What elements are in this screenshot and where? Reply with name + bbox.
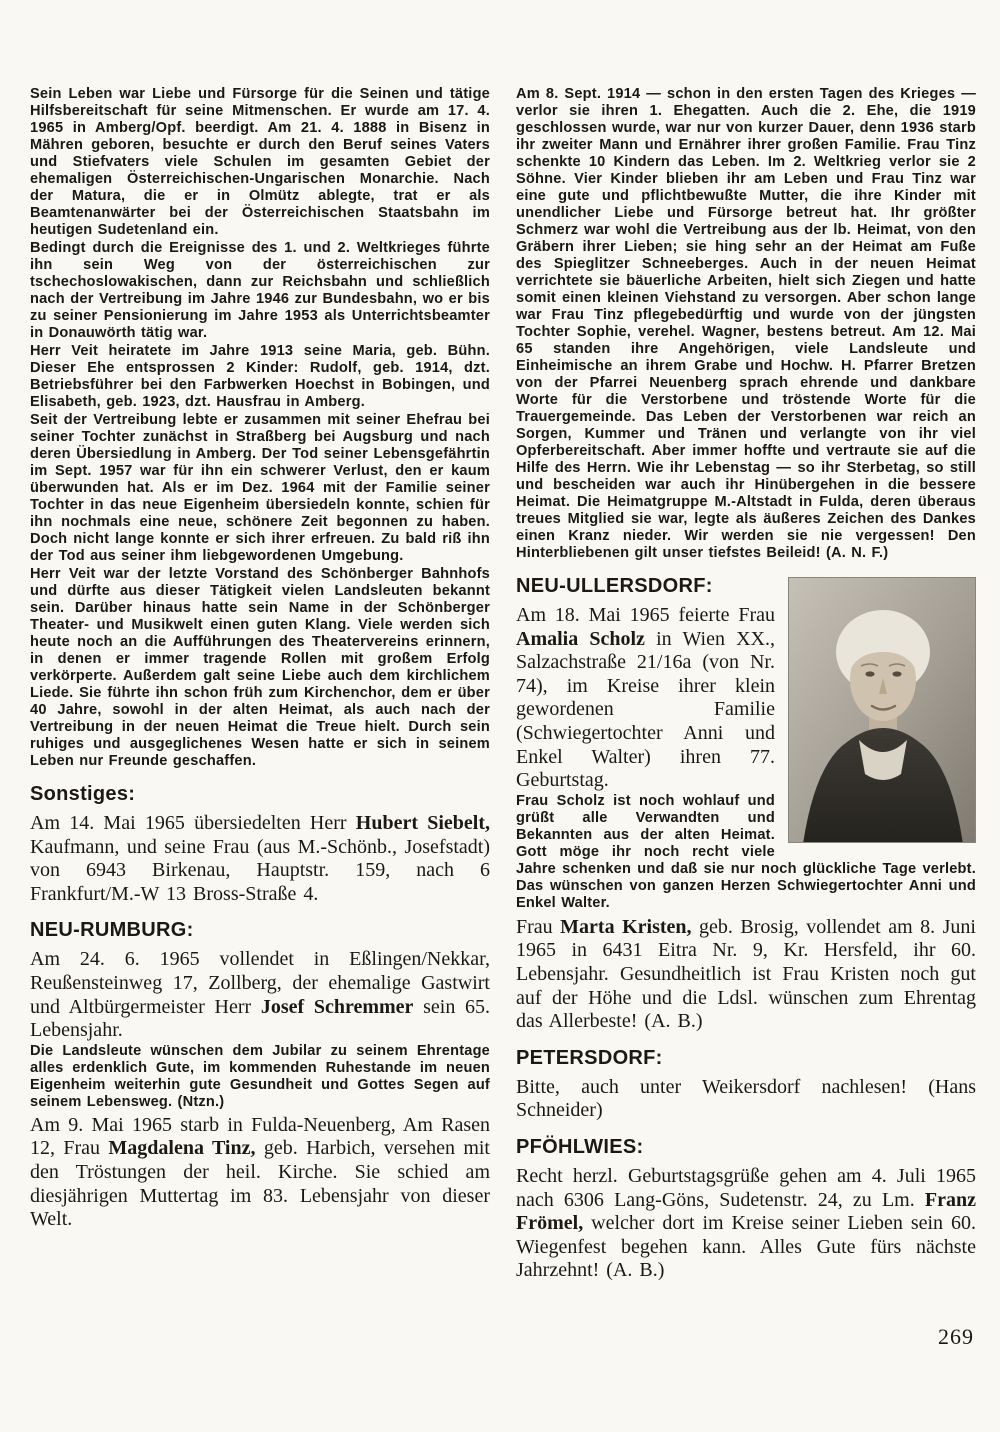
left-column bbox=[30, 86, 490, 1283]
obituary-veit-paragraph-3: Herr Veit heiratete im Jahre 1913 seine Maria, geb. Bühn. Dieser Ehe entsprossen 2 Kinder: Rudolf, geb. 1914, dzt. Betriebsführer bei den Farbwerken Hoechst in Bobingen, und Elisabeth, geb. 1923, dzt. Hausfrau in Amberg. bbox=[30, 343, 490, 410]
section-heading-sonstiges: Sonstiges: bbox=[30, 783, 136, 805]
portrait-photo-graphic bbox=[789, 578, 976, 843]
obituary-tinz-intro bbox=[30, 1114, 490, 1232]
notice-scholz-wishes: Frau Scholz ist noch wohlauf und grüßt alle Verwandten und Bekannten aus der alten Heimat. Gott möge ihr noch recht viele Jahre schenken und daß sie nur noch glückliche Tage verlebt. Das wünschen von ganzen Herzen Schwiegertochter Anni und Enkel Walter. bbox=[516, 792, 976, 911]
text-run: Kaufmann, und seine Frau (aus M.-Schönb., Josefstadt) von 6943 Birkenau, Hauptstr. 159, nach 6 Frankfurt/M.-W 13 Bross-Straße 4. bbox=[30, 835, 490, 905]
text-run: Am 18. Mai 1965 feierte Frau bbox=[516, 604, 775, 626]
page-number: 269 bbox=[938, 1324, 974, 1349]
text-run: welcher dort im Kreise seiner Lieben sein 60. Wiegenfest begehen kann. Alles Gute fürs nächste Jahrzehnt! (A. B.) bbox=[516, 1212, 976, 1282]
notice-schremmer-wishes: Die Landsleute wünschen dem Jubilar zu seinem Ehrentage alles erdenklich Gute, im kommenden Ruhestande im neuen Eigenheim weiterhin gute Gesundheit und Gottes Segen auf seinem Lebensweg. (Ntzn.) bbox=[30, 1042, 490, 1110]
bold-name: Hubert Siebelt, bbox=[355, 812, 490, 834]
text-run: geb. Brosig, vollendet am 8. Juni 1965 in 6431 Eitra Nr. 9, Kr. Hersfeld, ihr 60. Lebensjahr. Gesundheitlich ist Frau Kristen noch gut auf der Höhe und die Ldsl. wünschen zum Ehrentag das Allerbeste! (A. B.) bbox=[516, 915, 976, 1033]
obituary-veit-paragraph-2: Bedingt durch die Ereignisse des 1. und 2. Weltkrieges führte ihn sein Weg von der österreichischen zur tschechoslowakischen, dann zur Reichsbahn und schließlich nach der Vertreibung im Jahre 1946 zur Bundesbahn, wo er bis zu seiner Pensionierung im Jahre 1953 als Unterrichtsbeamter in Donauwörth tätig war. bbox=[30, 240, 490, 341]
section-heading-neu-ullersdorf: NEU-ULLERSDORF: bbox=[516, 575, 713, 597]
notice-schremmer bbox=[30, 948, 490, 1042]
bold-name: Magdalena Tinz, bbox=[108, 1137, 256, 1160]
obituary-veit-paragraph-4: Seit der Vertreibung lebte er zusammen mit seiner Ehefrau bei seiner Tochter zunächst in Straßberg bei Augsburg und nach deren Übersiedlung in Amberg. Der Tod seiner Lebensgefährtin im Sept. 1957 war für ihn ein schwerer Verlust, den er kaum überwunden hat. Als er im Dez. 1964 mit der Familie seiner Tochter in das neue Eigenheim übersiedeln konnte, schien für ihn nochmals eine neue, schönere Zeit begonnen zu haben. Doch nicht lange konnte er sich ihrer erfreuen. Zu bald riß ihn der Tod aus seiner ihm liebgewordenen Umgebung. bbox=[30, 412, 490, 564]
bold-name: Josef Schremmer bbox=[260, 995, 414, 1018]
obituary-veit-paragraph-1: Sein Leben war Liebe und Fürsorge für die Seinen und tätige Hilfsbereitschaft für seine Mitmenschen. Er wurde am 17. 4. 1965 in Amberg/Opf. beerdigt. Am 21. 4. 1888 in Bisenz in Mähren geboren, besuchte er durch den Beruf seines Vaters und Stiefvaters viele Schulen im gesamten Gebiet der ehemaligen Österreichischen-Ungarischen Monarchie. Nach der Matura, die er in Olmütz ablegte, trat er als Beamtenanwärter bei der Österreichischen Staatsbahn im heutigen Sudetenland ein. bbox=[30, 86, 490, 238]
text-run: Recht herzl. Geburtstagsgrüße gehen am 4. Juli 1965 nach 6306 Lang-Göns, Sudetenstr. 24, zu Lm. bbox=[516, 1164, 976, 1211]
section-heading-petersdorf: PETERSDORF: bbox=[516, 1046, 663, 1069]
notice-petersdorf: Bitte, auch unter Weikersdorf nachlesen! (Hans Schneider) bbox=[516, 1075, 976, 1122]
text-run: Am 9. Mai 1965 starb in Fulda-Neuenberg, Am Rasen 12, Frau bbox=[30, 1113, 490, 1160]
section-heading-neu-rumburg: NEU-RUMBURG: bbox=[30, 919, 194, 942]
notice-froemel bbox=[516, 1165, 976, 1283]
text-run: sein 65. Lebensjahr. bbox=[30, 995, 490, 1042]
obituary-tinz-continued: Am 8. Sept. 1914 — schon in den ersten Tagen des Krieges — verlor sie ihren 1. Ehegatten. Auch die 2. Ehe, die 1919 geschlossen wurde, war nur von kurzer Dauer, denn 1936 starb ihr zweiter Mann und Ernährer ihrer großen Familie. Frau Tinz schenkte 10 Kindern das Leben. Im 2. Weltkrieg verlor sie 2 Söhne. Vier Kinder blieben ihr am Leben und Frau Tinz war eine gute und pflichtbewußte Mutter, die ihre Kinder mit unendlicher Liebe und Fürsorge betreut hat. Ihr größter Schmerz war wohl die Vertreibung aus der lb. Heimat, von den Gräbern ihrer Lieben; sie hing sehr an der Heimat am Fuße des Spieglitzer Schneeberges. Auch in der neuen Heimat verrichtete sie bäuerliche Arbeiten, hielt sich Ziegen und hatte somit einen kleinen Viehstand zu versorgen. Aber schon lange war Frau Tinz pflegebedürftig und wurde von der jüngsten Tochter Sophie, verehel. Wagner, bestens betreut. Am 12. Mai 65 standen ihre Angehörigen, viele Landsleute und Einheimische an ihrem Grabe und Hochw. H. Pfarrer Bretzen von der Pfarrei Neuenberg sprach ehrende und dankbare Worte für die Verstorbene und tröstende Worte für die Trauergemeinde. Das Leben der Verstorbenen war reich an Sorgen, Kummer und Tränen und verlangte von ihr viel Opferbereitschaft. Aber immer hoffte und vertraute sie auf die Hilfe des Herrn. Wie ihr Lebenstag — so ihr Sterbetag, so still und bescheiden war auch ihr Hinübergehen in die bessere Heimat. Die Heimatgruppe M.-Altstadt in Fulda, deren überaus treues Mitglied sie war, legte als äußeres Zeichen des Dankes einen Kranz nieder. Wir werden sie nie vergessen! Den Hinterbliebenen gilt unser tiefstes Beileid! (A. N. F.) bbox=[516, 86, 976, 561]
text-run: Am 24. 6. 1965 vollendet in Eßlingen/Nekkar, Reußensteinweg 17, Zollberg, der ehemalige Gastwirt und Altbürgermeister Herr bbox=[30, 948, 490, 1018]
section-neu-ullersdorf bbox=[516, 575, 976, 913]
right-column bbox=[516, 86, 976, 1283]
section-heading-pfoehlwies: PFÖHLWIES: bbox=[516, 1135, 644, 1158]
bold-name: Marta Kristen, bbox=[560, 915, 692, 938]
notice-kristen bbox=[516, 916, 976, 1034]
text-run: geb. Harbich, versehen mit den Tröstungen der heil. Kirche. Sie schied am diesjährigen Muttertag im 83. Lebensjahr von dieser Welt. bbox=[30, 1137, 490, 1231]
bold-name: Franz Frömel, bbox=[516, 1188, 976, 1235]
two-column-layout bbox=[30, 86, 976, 1283]
portrait-photo bbox=[788, 577, 976, 843]
notice-siebelt bbox=[30, 812, 490, 906]
text-run: Am 14. Mai 1965 übersiedelten Herr bbox=[30, 812, 356, 834]
text-run: Frau bbox=[516, 915, 561, 938]
text-run: in Wien XX., Salzachstraße 21/16a (von Nr. 74), im Kreise ihrer klein gewordenen Familie (Schwiegertochter Anni und Enkel Walter) ihren 77. Geburtstag. bbox=[516, 627, 775, 792]
bold-name: Amalia Scholz bbox=[516, 627, 645, 650]
obituary-veit-paragraph-5: Herr Veit war der letzte Vorstand des Schönberger Bahnhofs und dürfte aus dieser Tätigkeit vielen Landsleuten bekannt sein. Darüber hinaus hatte sein Name in der Schönberger Theater- und Musikwelt einen guten Klang. Viele werden sich heute noch an die Aufführungen des Theatervereins erinnern, in denen er immer tragende Rollen mit großem Erfolg verkörperte. Außerdem galt seine Liebe auch dem kirchlichem Liede. Sie führte ihn schon früh zum Kirchenchor, dem er über 40 Jahre, sowohl in der alten Heimat, als auch nach der Vertreibung in der neuen Heimat die Treue hielt. Durch sein ruhiges und ausgeglichenes Wesen hatte er sich in seinem Leben nur Freunde geschaffen. bbox=[30, 566, 490, 769]
